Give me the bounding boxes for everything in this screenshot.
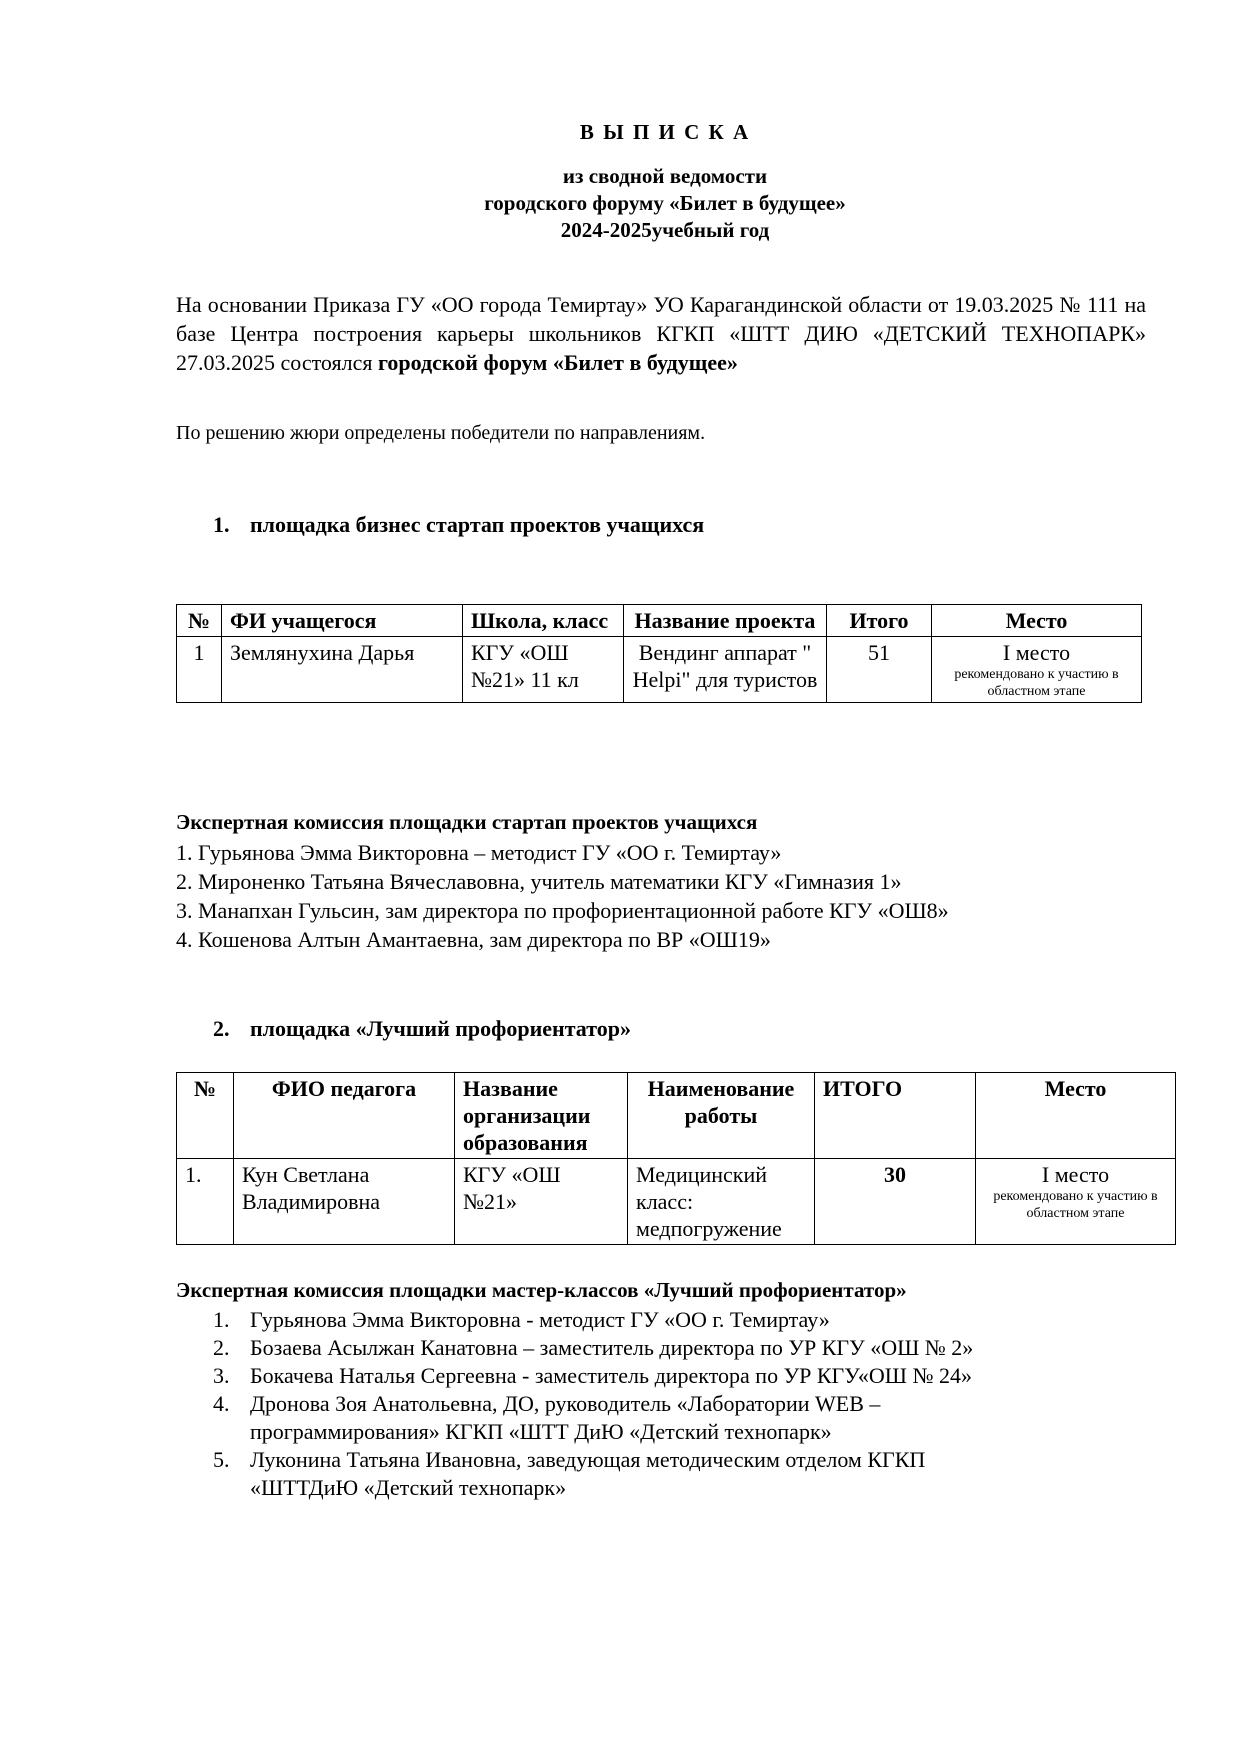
jury-line: По решению жюри определены победители по направлениям.	[176, 422, 706, 444]
place-note: рекомендовано к участию в областном этапе	[954, 667, 1119, 699]
col-school: Школа, класс	[463, 605, 624, 637]
member-number: 3.	[213, 1363, 230, 1388]
subtitle-line-1: из сводной ведомости	[562, 164, 768, 188]
section-1-results-table	[176, 604, 1142, 703]
commission-2-member	[213, 1362, 1113, 1390]
member-text: Бокачева Наталья Сергеевна - заместитель директора по УР КГУ«ОШ № 24»	[250, 1363, 972, 1388]
intro-text: На основании Приказа ГУ «ОО города Темиртау» УО Карагандинской области от 19.03.2025 № 111 на базе Центра построения карьеры школьников КГКП «ШТТ ДИЮ «ДЕТСКИЙ ТЕХНОПАРК» 27.03.2025 состоялся	[176, 292, 1146, 375]
member-text: Бозаева Асылжан Канатовна – заместитель директора по УР КГУ «ОШ № 2»	[250, 1335, 974, 1360]
table-header-row	[177, 1073, 1176, 1159]
subtitle-line-2: городского форуму «Билет в будущее»	[484, 191, 846, 215]
table-row	[177, 637, 1142, 703]
cell-organization: КГУ «ОШ №21»	[455, 1159, 628, 1245]
cell-place	[932, 637, 1142, 703]
section-2-results-table	[176, 1072, 1176, 1245]
section-1-number: 1.	[213, 512, 230, 537]
member-number: 5.	[213, 1447, 230, 1472]
cell-num: 1.	[177, 1159, 234, 1245]
commission-2-title: Экспертная комиссия площадки мастер-классов «Лучший профориентатор»	[176, 1278, 907, 1302]
cell-total: 30	[815, 1159, 976, 1245]
commission-2-member	[213, 1390, 1113, 1446]
col-total: ИТОГО	[815, 1073, 976, 1159]
commission-1-title: Экспертная комиссия площадки стартап проектов учащихся	[176, 810, 758, 834]
cell-school: КГУ «ОШ №21» 11 кл	[463, 637, 624, 703]
document-title: В Ы П И С К А	[579, 120, 751, 144]
commission-1-member: 1. Гурьянова Эмма Викторовна – методист ГУ «ОО г. Темиртау»	[176, 840, 782, 865]
member-number: 4.	[213, 1391, 230, 1416]
col-organization: Название организации образования	[455, 1073, 628, 1159]
commission-1-member: 4. Кошенова Алтын Амантаевна, зам директора по ВР «ОШ19»	[176, 927, 771, 952]
subtitle-line-3: 2024-2025учебный год	[560, 218, 770, 242]
col-teacher-name: ФИО педагога	[234, 1073, 455, 1159]
commission-2-member	[213, 1306, 1113, 1334]
cell-student-name: Землянухина Дарья	[222, 637, 463, 703]
table-header-row	[177, 605, 1142, 637]
cell-place	[976, 1159, 1176, 1245]
col-place: Место	[976, 1073, 1176, 1159]
section-2-title: площадка «Лучший профориентатор»	[250, 1016, 631, 1041]
commission-2-member	[213, 1446, 1113, 1502]
col-student-name: ФИ учащегося	[222, 605, 463, 637]
member-number: 2.	[213, 1335, 230, 1360]
section-2-number: 2.	[213, 1016, 230, 1041]
col-project: Название проекта	[624, 605, 827, 637]
place-value: I место	[1041, 1162, 1110, 1187]
table-row	[177, 1159, 1176, 1245]
cell-num: 1	[177, 637, 222, 703]
commission-2-member	[213, 1334, 1113, 1362]
cell-work-title: Медицинский класс: медпогружение	[628, 1159, 815, 1245]
member-text: Дронова Зоя Анатольевна, ДО, руководитель «Лаборатории WEB – программирования» КГКП «ШТТ ДиЮ «Детский технопарк»	[250, 1391, 881, 1444]
col-total: Итого	[827, 605, 932, 637]
commission-1-member: 2. Мироненко Татьяна Вячеславовна, учитель математики КГУ «Гимназия 1»	[176, 869, 902, 894]
place-note: рекомендовано к участию в областном этапе	[993, 1189, 1158, 1221]
col-work-title: Наименование работы	[628, 1073, 815, 1159]
member-text: Гурьянова Эмма Викторовна - методист ГУ «ОО г. Темиртау»	[250, 1307, 830, 1332]
section-1-title: площадка бизнес стартап проектов учащихся	[250, 512, 705, 537]
col-num: №	[177, 605, 222, 637]
member-number: 1.	[213, 1307, 230, 1332]
col-num: №	[177, 1073, 234, 1159]
intro-paragraph	[176, 290, 1146, 377]
cell-teacher-name: Кун Светлана Владимировна	[234, 1159, 455, 1245]
cell-total: 51	[827, 637, 932, 703]
cell-project: Вендинг аппарат " Helpi" для туристов	[624, 637, 827, 703]
commission-2-list	[213, 1306, 1113, 1502]
section-1-heading	[213, 512, 704, 538]
section-2-heading	[213, 1016, 631, 1042]
member-text: Луконина Татьяна Ивановна, заведующая методическим отделом КГКП «ШТТДиЮ «Детский технопарк»	[250, 1447, 926, 1500]
commission-1-list	[176, 838, 949, 954]
commission-1-member: 3. Манапхан Гульсин, зам директора по профориентационной работе КГУ «ОШ8»	[176, 898, 949, 923]
col-place: Место	[932, 605, 1142, 637]
place-value: I место	[1002, 640, 1071, 665]
intro-forum-name: городской форум «Билет в будущее»	[377, 350, 738, 375]
